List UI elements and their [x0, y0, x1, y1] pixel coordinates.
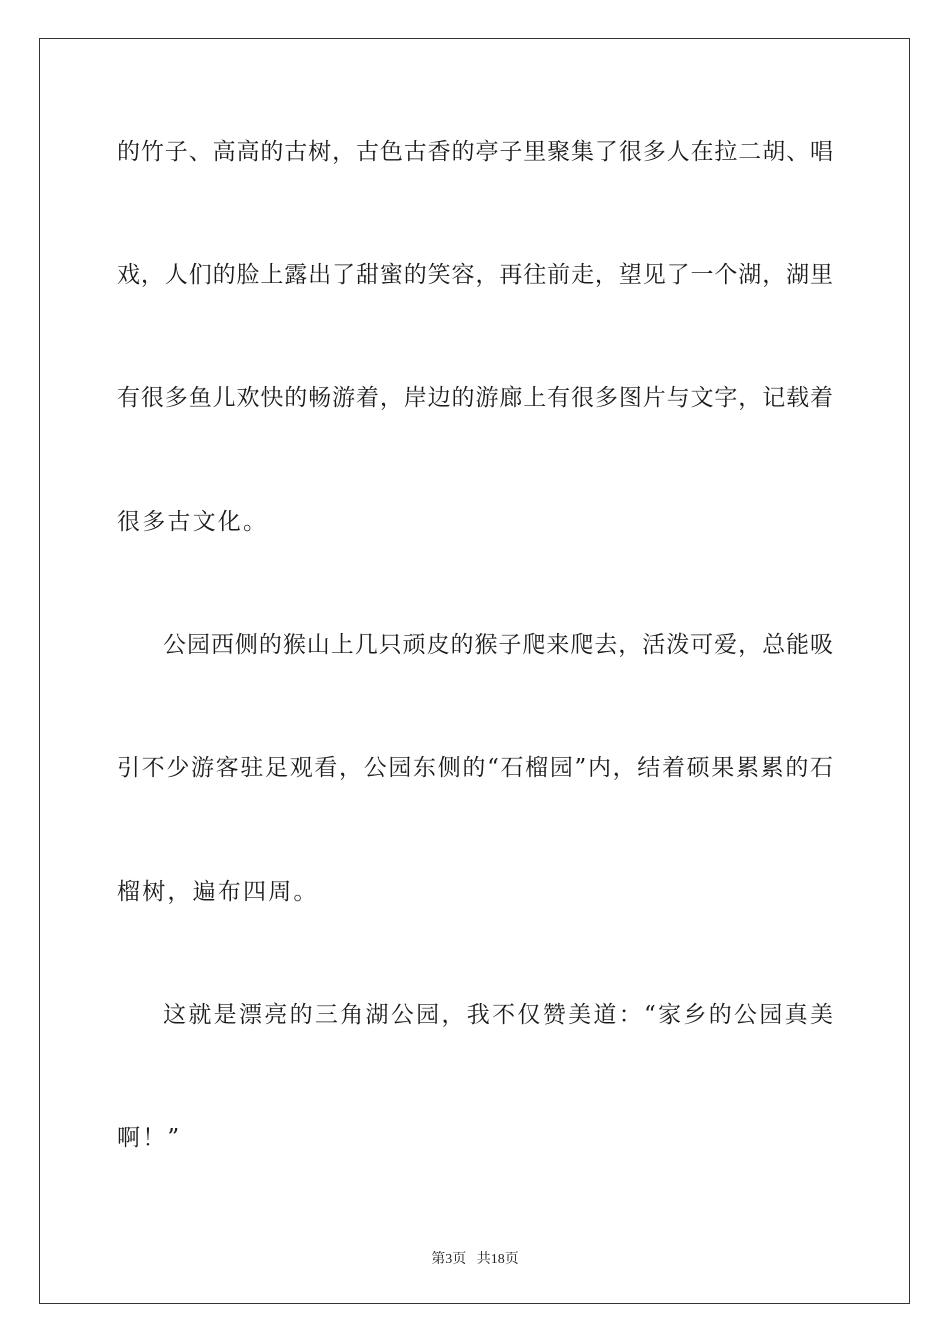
body-line-9: 啊！” — [117, 1125, 182, 1151]
body-line-3: 有很多鱼儿欢快的畅游着，岸边的游廊上有很多图片与文字，记载着 — [117, 385, 833, 411]
body-line-7: 榴树，遍布四周。 — [117, 879, 319, 905]
body-line-6: 引不少游客驻足观看，公园东侧的“石榴园”内，结着硕果累累的石 — [117, 755, 833, 781]
body-line-1: 的竹子、高高的古树，古色古香的亭子里聚集了很多人在拉二胡、唱 — [117, 139, 833, 165]
page-border — [39, 38, 910, 1304]
page-number-footer: 第3页 共18页 — [431, 1252, 519, 1267]
body-line-4: 很多古文化。 — [117, 509, 269, 535]
body-line-2: 戏，人们的脸上露出了甜蜜的笑容，再往前走，望见了一个湖，湖里 — [117, 262, 833, 288]
body-line-5: 公园西侧的猴山上几只顽皮的猴子爬来爬去，活泼可爱，总能吸 — [163, 632, 833, 658]
body-line-8: 这就是漂亮的三角湖公园，我不仅赞美道：“家乡的公园真美 — [163, 1002, 833, 1028]
